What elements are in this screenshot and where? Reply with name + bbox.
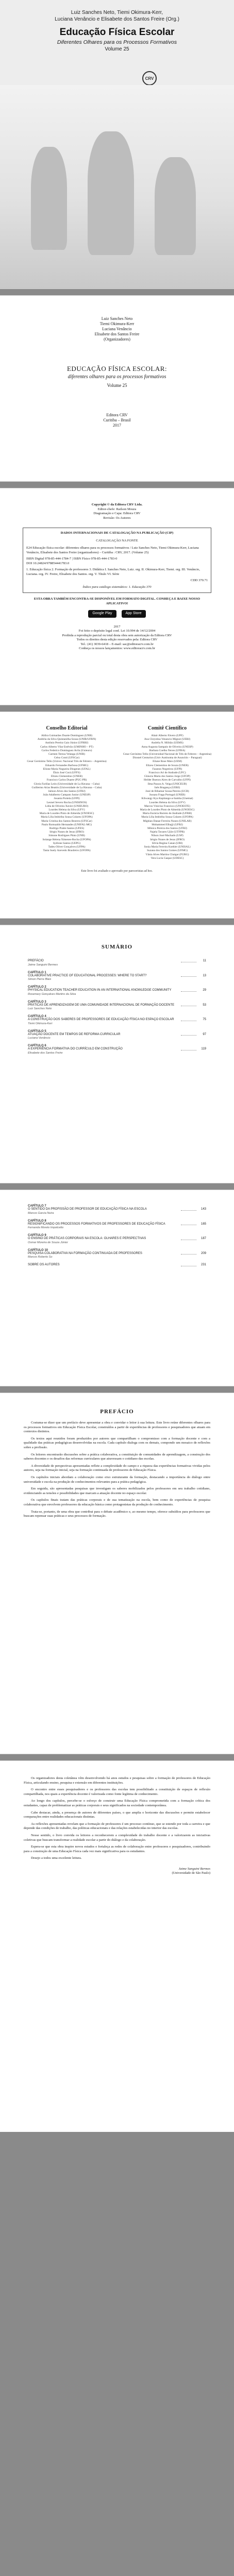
council-member: Tania Suely Azevedo Brasileiro (UFOPA) xyxy=(43,849,91,853)
summary-entry xyxy=(28,1263,206,1267)
council-member: Altair Alberto Fávero (UPF) xyxy=(151,734,183,737)
preface-paragraph: Costuma-se dizer que um prefácio deve apresentar a obra e convidar o leitor à sua leitura. Este livro reúne diferentes olhares para os processos formativos em Educação Física Escolar, construídos a partir de experiências de professores e pesquisadores que atuam em contextos distintos. xyxy=(24,1421,210,1434)
summary-chapter-label: CAPÍTULO 2 xyxy=(28,986,46,989)
council-member: Guillermo Arias Beatón (Universidade de La Havana – Cuba) xyxy=(31,786,102,789)
summary-entry-title: A EXPERIÊNCIA FORMATIVA DO CURRÍCULO EM CONSTRUÇÃO xyxy=(28,1047,123,1050)
digital-notice: ESTA OBRA TAMBÉM ENCONTRA-SE DISPONÍVEL EM FORMATO DIGITAL. CONHEÇA E BAIXE NOSSO APLICATIVO! xyxy=(34,597,200,605)
council-member: Maria de Lourdes Pinto de Almeida (UNOESC) xyxy=(140,808,195,812)
summary-chapter-label: CAPÍTULO 5 xyxy=(28,1029,46,1033)
signature-place: (Universidade de São Paulo) xyxy=(172,1871,210,1875)
summary-entry-authors: Tiemi Okimura-Kerr xyxy=(28,1022,53,1025)
summary-leader-dots xyxy=(181,1208,196,1211)
summary-entry-authors: Fernanda Moreto Impolcetto xyxy=(28,1226,64,1229)
copyright-footer xyxy=(23,625,211,651)
summary-entry-authors: Marcos Roberto So xyxy=(28,1256,53,1259)
summary-page-number: 75 xyxy=(203,1018,206,1021)
summary-row xyxy=(28,1018,206,1022)
copyright-line: Diagramação e Capa: Editora CRV xyxy=(93,512,141,515)
summary-chapter-label: CAPÍTULO 6 xyxy=(28,1044,46,1047)
cover-authors-line: Luiz Sanches Neto, Tiemi Okimura-Kerr, xyxy=(71,10,163,15)
cip-cdd: CDD 370.71 xyxy=(190,579,208,582)
footer-line: 2017 xyxy=(113,624,121,629)
summary-title: SUMÁRIO xyxy=(101,944,133,950)
summary-entry xyxy=(28,1249,206,1259)
signature-name: Jaime Sanguini Bermes xyxy=(178,1867,210,1871)
preface-paragraph: Trata-se, portanto, de uma obra que contribui para o debate acadêmico e, ao mesmo tempo, oferece subsídios para professores que buscam repensar suas práticas e seus processos de formação. xyxy=(24,1510,210,1518)
council-member: Jussara Fraga Portugal (UNEB) xyxy=(149,793,186,797)
page-gap xyxy=(0,1754,234,1761)
council-member: Elizeu Clementino (UNEB) xyxy=(51,775,83,778)
page-gap xyxy=(0,289,234,296)
council-member: Fauston Negreiros (UFPI) xyxy=(152,767,182,771)
summary-leader-dots xyxy=(181,1263,196,1266)
summary-chapter-label: CAPÍTULO 10 xyxy=(28,1248,48,1252)
app-stores xyxy=(23,610,211,618)
council-member: Ana Chrystina Venancio Mignot (UERJ) xyxy=(144,738,191,741)
council-member: Sonia Maria Ferreira Koehler (UNISAL) xyxy=(144,845,191,849)
summary-chapter-label: CAPÍTULO 1 xyxy=(28,971,46,974)
summary-entry-title: COLABORATIVE PRACTICE OF EDUCATIONAL PROCESSES: WHERE TO START? xyxy=(28,974,147,977)
title-page-publisher xyxy=(0,413,234,428)
council-page xyxy=(0,712,234,918)
cover-title: Educação Física Escolar xyxy=(59,27,175,38)
cover-photo xyxy=(0,85,234,289)
summary-entry xyxy=(28,986,206,996)
council-member: Simone Rodrigues Pinto (UNB) xyxy=(48,834,85,838)
summary-page-number: 187 xyxy=(200,1237,206,1240)
summary-entry-title: O ENSINO DE PRÁTICAS CORPORAIS NA ESCOLA: OLHARES E PERSPECTIVAS xyxy=(28,1237,146,1240)
summary-page-continued xyxy=(0,1190,234,1386)
title-page-authors xyxy=(0,296,234,342)
summary-row xyxy=(28,1223,206,1227)
copyright-line: Editor-chefe: Railson Moura xyxy=(97,507,137,511)
council-member: Andréia da Silva Quintanilha Sousa (UNIR/UFRN) xyxy=(37,738,96,741)
council-member: Mohammed Elhajji (UFRJ) xyxy=(152,823,183,826)
summary-page-number: 11 xyxy=(203,959,206,962)
council-member: Cesar Gerónimo Tello (Univer. Nacional Três de Febrero – Argentina) xyxy=(27,760,107,764)
council-member: Paulo Romualdo Hernandes (UNIFAL-MG) xyxy=(41,823,92,826)
council-member: José de Ribamar Sousa Pereira (UCB) xyxy=(145,790,189,793)
summary-page-number: 209 xyxy=(200,1251,206,1255)
council-member: Rodrigo Pratte-Santos (UFES) xyxy=(49,827,85,831)
preface-paragraph: Nesse sentido, o livro convida os leitores a reconhecerem a complexidade do trabalho docente e a valorizarem as iniciativas coletivas que buscam transformar a realidade escolar a partir do diálogo e da colaboração. xyxy=(24,1833,210,1842)
footer-line: Todos os direitos desta edição reservados pela: Editora CRV xyxy=(76,638,158,641)
page-gap xyxy=(0,1386,234,1393)
council-member: Sérgio Nunes de Jesus (IFRO) xyxy=(150,838,185,841)
summary-row xyxy=(28,1252,206,1256)
page-gap xyxy=(0,918,234,925)
scientific-committee-title: Comitê Científico xyxy=(147,725,187,731)
summary-chapter-label: CAPÍTULO 9 xyxy=(28,1234,46,1237)
council-member: João Adalberto Campato Junior (UNESP) xyxy=(43,793,91,797)
council-member: Jailson Alves dos Santos (UFRJ) xyxy=(48,790,86,793)
summary-list xyxy=(28,1205,206,1267)
copyright-line: Revisão: Os Autores xyxy=(103,516,131,520)
summary-leader-dots xyxy=(181,959,196,962)
summary-row xyxy=(28,1033,206,1037)
council-member: Andréia N. Militão (UEMS) xyxy=(151,741,183,745)
copyright-lines xyxy=(23,503,211,520)
summary-entry xyxy=(28,1015,206,1025)
preface-body xyxy=(24,1776,210,1861)
author-name: Elisabete dos Santos Freire xyxy=(94,332,140,336)
council-member: Celso Conti (UFSCar) xyxy=(54,756,80,760)
copyright-page xyxy=(0,488,234,705)
preface-paragraph: As reflexões apresentadas revelam que a formação de professores é um processo contínuo, que se estende por toda a carreira e que depende das condições de trabalho, das políticas educacionais e das relações estabelecidas no interior das escolas. xyxy=(24,1822,210,1831)
summary-entry-authors: Elisabete dos Santos Freire xyxy=(28,1051,63,1055)
summary-page-number: 29 xyxy=(203,989,206,992)
council-member: Míghian Danae Ferreira Nunes (UNILAB) xyxy=(143,819,192,823)
footer-line: Conheça os nossos lançamentos: www.editoracrv.com.br xyxy=(79,647,155,650)
summary-page-number: 53 xyxy=(203,1003,206,1007)
council-member: Francisco Ari de Andrade (UFC) xyxy=(148,771,186,775)
summary-chapter-label: CAPÍTULO 4 xyxy=(28,1015,46,1018)
editorial-council-title: Conselho Editorial xyxy=(46,725,88,731)
council-member: Solange Helena Ximenes-Rocha (UFOPA) xyxy=(42,838,91,841)
council-member: Kilwangy Kya Kapitango-a-Samba (Unemat) xyxy=(141,797,193,801)
council-member: Sydione Santos (UEPG) xyxy=(53,841,81,845)
summary-row xyxy=(28,1208,206,1212)
summary-entry-authors: Osmar Moreira de Souza Júnior xyxy=(28,1241,68,1244)
summary-page-number: 97 xyxy=(203,1032,206,1036)
cip-isbn: ISBN Digital 978-85-444-1784-7 | ISBN Físico 978-85-444-1783-0 xyxy=(26,557,118,561)
summary-page-number: 231 xyxy=(200,1263,206,1266)
summary-entry-title: PREFÁCIO xyxy=(28,959,44,962)
council-member: Josania Portela (UFPI) xyxy=(54,797,80,801)
scientific-committee xyxy=(121,725,213,860)
council-member: Carlos Alberto Vilar Estêvão (UMINHO – PT) xyxy=(40,745,93,749)
cip-box xyxy=(23,528,211,593)
page-gap xyxy=(0,1183,234,1190)
google-play-badge[interactable]: Google Play xyxy=(88,610,116,618)
council-columns xyxy=(21,725,213,860)
title-page-volume: Volume 25 xyxy=(107,383,127,388)
council-member: Elione Maria Nogueira Diogenes (UFAL) xyxy=(43,767,91,771)
council-member: Maria Lília Imbiriba Sousa Colares (UFOPA) xyxy=(141,816,193,819)
preface-paragraph: Os leitores encontrarão discussões sobre a prática colaborativa, a constituição de comunidades de aprendizagem, a construção dos saberes docentes e os desafios das reformas curriculares que atravessam o cotidiano das escolas. xyxy=(24,1452,210,1461)
council-member: Eliane Rose Maio (UEM) xyxy=(153,760,182,764)
preface-paragraph: Cabe destacar, ainda, a presença de autores de diferentes países, o que amplia o horizonte das discussões e permite estabelecer comparações entre realidades educacionais distintas. xyxy=(24,1810,210,1819)
council-member: Elizeu Clementino de Souza (UNEB) xyxy=(146,764,189,767)
summary-leader-dots xyxy=(181,1018,196,1021)
summary-entry xyxy=(28,1219,206,1230)
summary-entry-title: A CONSTRUÇÃO DOS SABERES DE PROFESSORES DE EDUCAÇÃO FÍSICA NO ESPAÇO ESCOLAR xyxy=(28,1018,174,1021)
summary-row xyxy=(28,974,206,978)
publisher-line: Curitiba – Brasil xyxy=(103,418,131,422)
preface-paragraph: Os textos aqui reunidos foram produzidos por autores que compartilham o compromisso com a formação docente e com a qualidade das práticas pedagógicas desenvolvidas na escola. Cada capítulo dialoga com os demais, compondo um mosaico de reflexões sobre a profissão. xyxy=(24,1436,210,1449)
council-member: Ilma Passos A. Veiga (UNICEUB) xyxy=(147,782,187,786)
council-member: Antônio Pereira Gaio Júnior (UFRRJ) xyxy=(45,741,89,745)
council-member: Vera Lucia Gaspar (UDESC) xyxy=(151,856,184,860)
preface-paragraph: Espera-se que esta obra inspire novos estudos e fortaleça as redes de colaboração entre professores e pesquisadores, contribuindo para a construção de uma Educação Física cada vez mais significativa para os estudantes. xyxy=(24,1845,210,1853)
summary-entry-authors: Marcos Garcia Neira xyxy=(28,1211,54,1215)
app-store-badge[interactable]: App Store xyxy=(122,610,146,618)
editorial-council xyxy=(21,725,113,860)
author-name: Luciana Venâncio xyxy=(102,327,132,331)
scientific-list xyxy=(121,734,213,860)
title-page-title: EDUCAÇÃO FÍSICA ESCOLAR: xyxy=(66,365,168,372)
summary-row xyxy=(28,1047,206,1052)
summary-entry xyxy=(28,959,206,967)
council-member: Carlos Federico Dominguez Avila (Unieuro) xyxy=(41,749,92,752)
summary-leader-dots xyxy=(181,989,196,992)
summary-page-number: 119 xyxy=(201,1047,206,1050)
summary-entry-title: O SENTIDO DA PROFISSÃO DE PROFESSOR DE EDUCAÇÃO FÍSICA NA ESCOLA xyxy=(28,1208,147,1211)
summary-row xyxy=(28,1263,206,1267)
summary-page-number: 165 xyxy=(200,1222,206,1226)
summary-entry-title: PHYSICAL EDUCATION TEACHER EDUCATION IN AN INTERNATIONAL KNOWLEDGE COMMUNITY xyxy=(28,989,172,992)
cover-page xyxy=(0,0,234,289)
page-gap xyxy=(0,481,234,488)
cover-figure xyxy=(31,147,67,250)
summary-leader-dots xyxy=(181,1047,196,1050)
council-member: Lourdes Helena da Silva (UFV) xyxy=(149,801,186,804)
summary-page-number: 13 xyxy=(203,974,206,977)
cover-volume: Volume 25 xyxy=(105,46,129,52)
preface-paragraph: Os capítulos iniciais abordam a colaboração como eixo estruturante da formação, destacando a importância do diálogo entre universidade e escola na produção de conhecimentos relevantes para a prática pedagógica. xyxy=(24,1475,210,1484)
council-member: Diosnel Centurion (Univ Autónoma de Asunción – Paraguai) xyxy=(132,756,202,760)
cip-body: E24 Educação física escolar: diferentes olhares para os processos formativos / Luiz Sanches Neto, Tiemi Okimura-Kerr, Luciana Venâncio, Elisabete dos Santos Freire (organizadores) – Curitiba : CRV, 2017. (Volume 25) xyxy=(26,546,199,554)
council-member: Anna Augusta Sampaio de Oliveira (UNESP) xyxy=(141,745,193,749)
cip-subheader: CATALOGAÇÃO NA FONTE xyxy=(96,538,138,543)
summary-row xyxy=(28,1004,206,1008)
preface-paragraph: Ao longo dos capítulos, percebe-se o esforço de construir uma Educação Física comprometida com a formação crítica dos estudantes, capaz de problematizar as práticas corporais e seus significados na sociedade contemporânea. xyxy=(24,1799,210,1807)
council-member: Marcos Vinicius Francisco (UNOESTE) xyxy=(144,804,190,808)
summary-leader-dots xyxy=(181,1033,196,1036)
council-member: Tadeu Oliver Gonçalves (UFPA) xyxy=(48,845,86,849)
summary-list xyxy=(28,959,206,1055)
council-member: Maria Lília Imbiriba Sousa Colares (UFOPA) xyxy=(41,816,93,819)
council-member: Sérgio Nunes de Jesus (IFRO) xyxy=(49,831,84,834)
preface-signature xyxy=(24,1867,210,1876)
council-member: Vânia Alves Martins Chaigar (FURG) xyxy=(145,853,189,856)
summary-leader-dots xyxy=(181,1004,196,1007)
summary-entry xyxy=(28,971,206,981)
summary-entry-title: PRÁTICAS DE APRENDIZAGEM DE UMA COMUNIDADE INTERNACIONAL DE FORMAÇÃO DOCENTE xyxy=(28,1003,175,1007)
summary-leader-dots xyxy=(181,1252,196,1255)
council-member: Lídia de Oliveira Xavier (UNIEURO) xyxy=(45,804,89,808)
summary-entry xyxy=(28,1205,206,1215)
summary-entry-title: ATUAÇÃO DOCENTE EM TEMPOS DE REFORMA CURRICULAR xyxy=(28,1032,121,1036)
council-member: Gloria Fariñas León (Universidade de La Havana – Cuba) xyxy=(34,782,100,786)
summary-entry-authors: Luciana Venâncio xyxy=(28,1037,51,1040)
summary-entry-authors: Jaime Sanguini Bermes xyxy=(28,963,58,967)
council-member: Suzana dos Santos Gomes (UFMG) xyxy=(147,849,188,853)
cover-figure xyxy=(88,131,134,255)
preface-paragraph: Em seguida, são apresentadas pesquisas que investigam os saberes mobilizados pelos professores em seu trabalho cotidiano, evidenciando as tensões e possibilidades que marcam a atuação docente no espaço escolar. xyxy=(24,1487,210,1495)
cover-authors xyxy=(0,9,234,23)
cover-header xyxy=(0,0,234,52)
council-member: Mônica Pereira dos Santos (UFRJ) xyxy=(147,827,187,831)
preface-paragraph: Os capítulos finais tratam das práticas corporais e de sua tematização na escola, bem como de experiências de pesquisa colaborativa que envolvem professores da educação básica como protagonistas da produção de conhecimento. xyxy=(24,1498,210,1506)
council-member: Maria de Lourdes Pinto de Almeida (UNOESC) xyxy=(39,812,94,816)
summary-entry xyxy=(28,1234,206,1244)
preface-paragraph: A diversidade de perspectivas apresentadas reflete a complexidade do campo e a riqueza das experiências formativas vividas pelos autores, seja na formação inicial, seja na formação continuada de professores de Educação Física. xyxy=(24,1464,210,1472)
council-member: Aldira Guimarães Duarte Domínguez (UNB) xyxy=(41,734,93,737)
council-member: Barbara Coelho Neves (UFBA) xyxy=(149,749,186,752)
council-member: Cesar Gerónimo Tello (Universidad Nacional de Três de Febrero – Argentina) xyxy=(123,753,212,756)
cip-header: DADOS INTERNACIONAIS DE CATALOGAÇÃO NA PUBLICAÇÃO (CIP) xyxy=(60,531,174,535)
summary-leader-dots xyxy=(181,1223,196,1226)
cip-doi: DOI 10.24824/978854441783.0 xyxy=(26,561,70,565)
summary-entry-authors: Simon Pierre Blais xyxy=(28,978,52,981)
title-page xyxy=(0,296,234,481)
preface-paragraph: Os organizadores desta coletânea vêm desenvolvendo há anos estudos e pesquisas sobre a formação de professores de Educação Física, articulando ensino, pesquisa e extensão em diferentes instituições. xyxy=(24,1776,210,1785)
preface-paragraph: Desejo a todos uma excelente leitura. xyxy=(31,1856,82,1860)
preface-page-continued xyxy=(0,1761,234,2132)
summary-chapter-label: CAPÍTULO 3 xyxy=(28,1000,46,1004)
author-name: Tiemi Okimura-Kerr xyxy=(99,321,135,326)
publisher-line: 2017 xyxy=(113,423,121,428)
cover-authors-line: Luciana Venâncio e Elisabete dos Santos Freire (Org.) xyxy=(55,16,179,22)
council-member: Maria Cristina dos Santos Bezerra (UFSCar) xyxy=(41,819,92,823)
preface-page xyxy=(0,1393,234,1754)
council-member: Helder Buenos Aires de Carvalho (UFPI) xyxy=(144,778,191,782)
summary-page xyxy=(0,925,234,1183)
author-role: (Organizadores) xyxy=(104,337,130,342)
cip-keywords: 1. Educação física 2. Formação de professores 3. Didática I. Sanches Neto, Luiz. org. II. Okimura-Kerr, Tiemi. org. III. Venâncio, Luciana. org. IV. Freire, Elisabete dos Santos. org. V. Título VI. Série xyxy=(26,568,200,576)
council-member: Leonel Severo Rocha (UNISINOS) xyxy=(46,801,87,804)
page-gap xyxy=(0,705,234,712)
publisher-line: Editora CRV xyxy=(106,413,128,417)
footer-line: Tel.: (41) 3039-6418 – E-mail: sac@editoracrv.com.br xyxy=(80,642,154,646)
summary-chapter-label: CAPÍTULO 8 xyxy=(28,1219,46,1223)
council-member: Lourdes Helena da Silva (UFV) xyxy=(48,808,85,812)
summary-entry-authors: Luiz Sanches Neto xyxy=(28,1007,52,1010)
council-member: Silvia Regina Canan (URI) xyxy=(152,841,183,845)
copyright-line: Copyright © da Editora CRV Ltda. xyxy=(91,503,143,506)
council-member: Gláucia Maria dos Santos Jorge (UFOP) xyxy=(144,775,190,778)
summary-leader-dots xyxy=(181,974,196,977)
preface-body xyxy=(24,1421,210,1519)
council-member: Maria Eurácia Barreto de Andrade (UFRB) xyxy=(142,812,192,816)
cover-subtitle: Diferentes Olhares para os Processos Formativos xyxy=(57,39,177,45)
council-member: Carmen Tereza Velanga (UNIR) xyxy=(48,753,85,756)
summary-row xyxy=(28,989,206,993)
summary-row xyxy=(28,959,206,963)
summary-entry xyxy=(28,1030,206,1040)
council-member: Najela Tavares Ujiie (UTFPR) xyxy=(149,831,185,834)
summary-chapter-label: CAPÍTULO 7 xyxy=(28,1205,46,1208)
summary-row xyxy=(28,1237,206,1241)
summary-entry-title: SOBRE OS AUTORES xyxy=(28,1263,60,1266)
summary-entry-title: RESIGNIFICANDO OS PROCESSOS FORMATIVOS DE PROFESSORES DE EDUCAÇÃO FÍSICA xyxy=(28,1222,165,1226)
summary-page-number: 143 xyxy=(200,1208,206,1211)
editorial-list xyxy=(21,734,113,853)
preface-paragraph: O encontro entre esses pesquisadores e os professores das escolas tem possibilitado a constituição de espaços de reflexão compartilhada, nos quais a experiência docente é valorizada como fonte legítima de conhecimento. xyxy=(24,1788,210,1796)
council-member: Nilson José Machado (USP) xyxy=(151,834,183,838)
summary-leader-dots xyxy=(181,1237,196,1240)
council-member: Inês Bragança (UERJ) xyxy=(154,786,180,789)
summary-entry xyxy=(28,1044,206,1055)
publisher-logo: CRV xyxy=(142,71,157,86)
cip-stamp: Índice para catálogo sistemático: 1. Educação 370 xyxy=(82,585,152,589)
title-page-subtitle: diferentes olhares para os processos formativos xyxy=(68,374,166,380)
cover-figure xyxy=(155,157,196,255)
preface-title: PREFÁCIO xyxy=(100,1409,134,1415)
footer-line: Proibida a reprodução parcial ou total desta obra sem autorização da Editora CRV xyxy=(62,633,172,637)
council-member: Francisco Carlos Duarte (PUC-PR) xyxy=(46,778,87,782)
summary-entry xyxy=(28,1001,206,1011)
council-member: Élsio José Corá (UFFS) xyxy=(53,771,80,775)
footer-line: Foi feito o depósito legal conf. Lei 10.994 de 14/12/2004 xyxy=(78,629,156,633)
author-name: Luiz Sanches Neto xyxy=(101,316,133,321)
council-member: Eduardo Fernandes Barbosa (UFMG) xyxy=(45,764,88,767)
summary-entry-title: PESQUISA COLABORATIVA NA FORMAÇÃO CONTINUADA DE PROFESSORES xyxy=(28,1251,142,1255)
review-note: Este livro foi avaliado e aprovado por pareceristas ad hoc. xyxy=(81,869,153,873)
summary-entry-authors: Rosemary Gonçalves Martins da Silva xyxy=(28,992,76,996)
